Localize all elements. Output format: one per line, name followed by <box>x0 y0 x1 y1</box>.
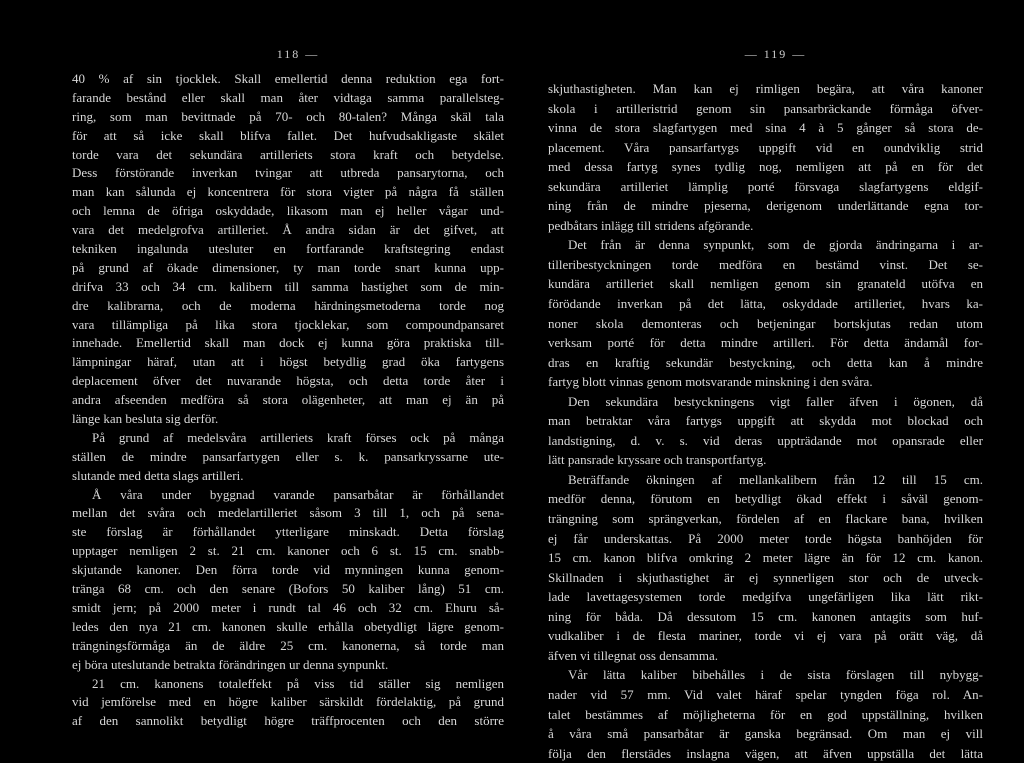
text-line: ej böra uteslutande betrakta förändringen ur denna synpunkt. <box>72 656 389 672</box>
text-line: smidt jern; på 2000 meter i rundt tal 46 och 32 cm. Ehuru så- <box>72 599 504 615</box>
right-page-number: — 119 — <box>744 47 807 61</box>
text-line: innehade. Emellertid skall man dock ej kunna göra praktiska till- <box>72 335 504 351</box>
text-line: och lemna de öfriga oskyddade, likasom man ej heller vågar und- <box>72 203 504 219</box>
text-line: På grund af medelsvåra artilleriets kraft förses ock på många <box>92 429 504 445</box>
text-line: å våra små pansarbåtar är ganska begränsad. Om man ej vill <box>548 726 983 742</box>
text-line: Dess förstörande inverkan tvingar att utbreda pansarytorna, och <box>72 165 504 181</box>
text-line: dre kalibrarna, och de moderna härdningsmetoderna torde nog <box>72 297 504 313</box>
text-line: vara det medelgrofva artilleriet. Å andra sidan är det gifvet, att <box>72 222 504 238</box>
text-line: man kan sålunda ej koncentrera för stora vigter på några få ställen <box>72 184 504 200</box>
text-line: ej får underskattas. På 2000 meter torde högsta banhöjden för <box>548 530 983 546</box>
text-line: ledes den nya 21 cm. kanonen skulle erhålla obetydligt lägre genom- <box>72 618 504 634</box>
text-line: tilleribestyckningen torde medföra en bestämd vinst. Det se- <box>548 256 983 272</box>
left-page-number: 118 — <box>276 47 320 61</box>
text-line: verksam porté för detta mindre artilleri. För detta ändamål for- <box>548 335 983 351</box>
text-line: noner skola demonteras och betjeningar bortskjutas redan utom <box>548 315 983 331</box>
text-line: Det från är denna synpunkt, som de gjorda ändringarna i ar- <box>568 237 983 253</box>
text-line: Beträffande ökningen af mellankalibern från 12 till 15 cm. <box>568 471 983 487</box>
text-line: med dessa fartyg synes tydlig nog, nemligen att på en för det <box>548 159 983 175</box>
text-line: 21 cm. kanonens totaleffekt på viss tid ställer sig nemligen <box>92 675 504 691</box>
text-line: farande bestånd eller skall man åter vidtaga samma parallelsteg- <box>72 89 504 105</box>
text-line: länge kan besluta sig derför. <box>72 411 219 427</box>
text-line: lätt pansrade kryssare och transportfartyg. <box>548 452 767 468</box>
left-page <box>72 0 504 749</box>
text-line: trängningsförmåga än de äldre 25 cm. kanonerna, så torde man <box>72 637 504 653</box>
text-line: ning från de mindre pjeserna, derigenom underlättande egna tor- <box>548 198 983 214</box>
text-line: äfven vi tillegnat oss densamma. <box>548 647 719 663</box>
text-line: slutande med detta slags artilleri. <box>72 467 244 483</box>
text-line: talet bestämmes af möjligheterna för en god uppställning, hvilken <box>548 706 983 722</box>
text-line: ställen de mindre pansarfartygen eller s. k. pansarkryssarne ute- <box>72 448 504 464</box>
text-line: vid jemförelse med en högre kaliber särskildt fördelaktig, på grund <box>72 694 504 710</box>
text-line: kundära artilleriet skall nemligen genom sin granateld utöfva en <box>548 276 983 292</box>
text-line: Å våra under byggnad varande pansarbåtar är förhållandet <box>92 486 504 502</box>
text-line: pedbåtars inlägg till stridens afgörande. <box>548 217 754 233</box>
text-line: landstigning, d. v. s. vid deras uppträdande mot opansrade eller <box>548 432 983 448</box>
text-line: skjutande kanoner. Den förra torde vid mynningen kunna genom- <box>72 562 504 578</box>
text-line: tekniken ingalunda utesluter en fortfarande kraftstegring endast <box>72 241 504 257</box>
text-line: skola i artilleristrid genom sin pansarbräckande förmåga öfver- <box>548 100 983 116</box>
text-line: upptager nemligen 2 st. 21 cm. kanoner och 6 st. 15 cm. snabb- <box>72 543 504 559</box>
text-line: ring, som man bevittnade på 70- och 80-talen? Många skäl tala <box>72 108 504 124</box>
text-line: trängning som sprängverkan, fördelen af en flackare bana, hvilken <box>548 511 983 527</box>
text-line: drifva 33 och 34 cm. kalibern till samma hastighet som de min- <box>72 278 504 294</box>
text-line: mellan det svåra och medelartilleriet såsom 3 till 1, och på sena- <box>72 505 504 521</box>
text-line: ning för båda. Då dessutom 15 cm. kanonen antagits som huf- <box>548 608 983 624</box>
right-page <box>548 0 983 761</box>
text-line: tränga 68 cm. och den senare (Bofors 50 kaliber lång) 51 cm. <box>72 581 504 597</box>
text-line: skjuthastigheten. Man kan ej rimligen begära, att våra kanoner <box>548 81 983 96</box>
text-line: torde vara det sekundära artilleriets stora kraft och betydelse. <box>72 146 504 162</box>
text-line: lade lavettagesystemen torde medgifva ungefärligen lika lätt rikt- <box>548 589 983 605</box>
text-line: fartyg blott vinnas genom motsvarande minskning i den svåra. <box>548 374 873 390</box>
text-line: ste förslag är förhållandet ytterligare minskadt. Detta förslag <box>72 524 504 540</box>
left-page-text <box>72 70 504 731</box>
text-line: man betraktar våra fartygs uppgift att skydda mot blockad och <box>548 413 983 429</box>
text-line: Den sekundära bestyckningens vigt faller äfven i ögonen, då <box>568 393 983 409</box>
text-line: andra afseenden medföra så stora olägenheter, att man ej än på <box>72 392 504 408</box>
text-line: Skillnaden i skjuthastighet är ej synnerligen stor och de utveck- <box>548 569 983 585</box>
text-line: deplacement öfver det nuvarande högsta, och detta torde åter i <box>72 373 504 389</box>
text-line: vudkaliber i de flesta mariner, torde vi ej vara på orätt väg, då <box>548 628 983 644</box>
text-line: lämpningar häraf, utan att i högst betydlig grad öka fartygens <box>72 354 504 370</box>
right-page-text <box>548 79 983 763</box>
text-line: för att så icke skall blifva fallet. Det hufvudsakligaste skälet <box>72 127 504 143</box>
text-line: nader vid 57 mm. Vid valet häraf spelar tyngden föga rol. An- <box>548 686 983 702</box>
text-line: sekundära artilleriet lämplig porté försvaga slagfartygens eldgif- <box>548 178 983 194</box>
text-line: vara tillämpliga på lika stora tjocklekar, som compoundpansaret <box>72 316 504 332</box>
text-line: 40 % af sin tjocklek. Skall emellertid denna reduktion ega fort- <box>72 71 504 86</box>
text-line: på grund af ökade dimensioner, ty man torde snart kunna upp- <box>72 259 504 275</box>
text-line: följa den flerstädes inslagna vägen, att äfven uppställa det lätta <box>548 745 983 761</box>
text-line: Vår lätta kaliber bibehålles i de sista förslagen till nybygg- <box>568 667 983 683</box>
text-line: placement. Våra pansarfartygs uppgift vid en oundviklig strid <box>548 139 983 155</box>
text-line: dras en kraftig sekundär bestyckning, och detta kan å mindre <box>548 354 983 370</box>
text-line: förödande inverkan på det lätta, oskyddade artilleriet, hvars ka- <box>548 296 983 312</box>
text-line: medför denna, förutom en betydligt ökad effekt i såväl genom- <box>548 491 983 507</box>
text-line: vinna de stora slagfartygen med sina 4 à 5 gånger så stora de- <box>548 120 983 136</box>
text-line: af den sannolikt betydligt högre träffprocenten och den större <box>72 713 504 729</box>
text-line: 15 cm. kanon blifva omkring 2 meter lägre än för 12 cm. kanon. <box>548 550 983 566</box>
